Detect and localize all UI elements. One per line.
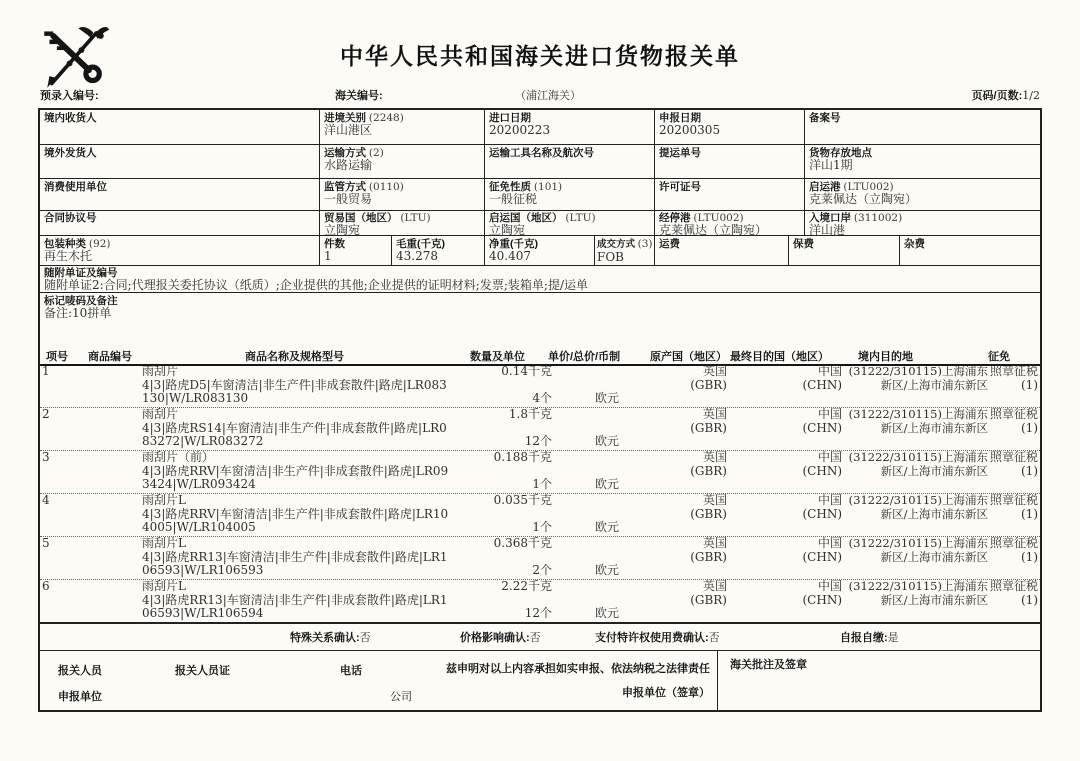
col-header-item-no: 项号 [46, 351, 68, 363]
field-consumer-unit [40, 179, 320, 211]
item-dest: 中国 [817, 364, 842, 378]
field-declare-date-label: 申报日期 [659, 112, 701, 124]
item-origin-code: (GBR) [690, 506, 727, 521]
item-qty2: 4个 [532, 390, 552, 405]
item-no: 4 [42, 493, 50, 507]
field-declare-date [655, 110, 805, 145]
field-tax-nature-value: 一般征税 [489, 192, 538, 206]
field-package-count-label: 件数 [324, 238, 345, 250]
self-declare-confirmation: 自报自缴:是 [840, 631, 899, 644]
field-departure-port-value: 克莱佩达（立陶宛） [809, 192, 918, 206]
item-qty2: 12个 [524, 605, 552, 620]
item-dest: 中国 [817, 493, 842, 507]
item-name: 雨刮片（前） [142, 450, 215, 464]
field-departure-country-code: (LTU) [565, 212, 596, 224]
field-record-no [805, 110, 1040, 145]
field-storage-place-label: 货物存放地点 [809, 147, 872, 159]
col-header-price-currency: 单价/总价/币制 [548, 351, 621, 363]
field-overseas-shipper-label: 境外发货人 [44, 147, 97, 159]
item-dest: 中国 [817, 536, 842, 550]
field-documents-label: 随附单证及编号 [44, 267, 118, 279]
item-tax: 照章征税 [989, 450, 1038, 464]
field-storage-place [805, 145, 1040, 179]
field-supervision-mode [320, 179, 485, 211]
field-entry-point-code: (311002) [853, 212, 903, 224]
field-record-no-label: 备案号 [809, 112, 841, 124]
col-header-qty-unit: 数量及单位 [470, 351, 525, 363]
item-dest-code: (CHN) [802, 377, 842, 392]
field-import-date [485, 110, 655, 145]
field-contract-no-label: 合同协议号 [44, 212, 97, 224]
item-tax-code: (1) [1021, 463, 1038, 478]
col-header-commodity-code: 商品编号 [88, 351, 132, 363]
item-dest: 中国 [817, 407, 842, 421]
field-net-weight-label: 净重(千克) [489, 238, 538, 250]
item-origin: 英国 [702, 407, 727, 421]
item-domestic-dest: (31222/310115)上海浦东新区/上海市浦东新区 [848, 536, 988, 564]
field-transport-mode-label: 运输方式 [324, 147, 366, 159]
field-contract-no [40, 211, 320, 236]
field-transit-port [655, 211, 805, 236]
field-bill-no-label: 提运单号 [659, 147, 701, 159]
field-entry-point-value: 洋山港 [809, 223, 846, 236]
item-domestic-dest: (31222/310115)上海浦东新区/上海市浦东新区 [848, 407, 988, 435]
item-qty: 0.368千克 [493, 536, 552, 550]
item-currency: 欧元 [594, 562, 619, 577]
customs-no-label: 海关编号: [335, 90, 383, 102]
item-name: 雨刮片 [142, 407, 179, 421]
customs-office: （浦江海关） [515, 89, 581, 102]
field-transport-name [485, 145, 655, 179]
special-relation-confirmation: 特殊关系确认:否 [290, 631, 371, 644]
item-name: 雨刮片L [142, 579, 186, 593]
field-package-count-value: 1 [324, 249, 332, 263]
field-supervision-mode-label: 监管方式 [324, 181, 366, 193]
field-trade-country-label: 贸易国（地区） [324, 212, 398, 224]
item-qty: 2.22千克 [501, 579, 552, 593]
item-currency: 欧元 [594, 476, 619, 491]
field-transit-port-code: (LTU002) [693, 212, 744, 224]
field-consumer-unit-label: 消费使用单位 [44, 181, 107, 193]
field-entry-customs-label: 进境关别 [324, 112, 366, 124]
company-value: 公司 [390, 690, 412, 703]
item-no: 3 [42, 450, 50, 464]
field-supervision-mode-value: 一般贸易 [324, 192, 373, 206]
field-transport-mode-value: 水路运输 [324, 158, 373, 172]
field-freight [655, 236, 789, 266]
field-consignee-label: 境内收货人 [44, 112, 97, 124]
field-net-weight-value: 40.407 [489, 249, 531, 263]
page-number-value: 1/2 [1022, 89, 1040, 102]
field-departure-port [805, 179, 1040, 211]
item-no: 6 [42, 579, 50, 593]
item-qty2: 1个 [532, 519, 552, 534]
item-origin: 英国 [702, 450, 727, 464]
field-supervision-mode-code: (0110) [368, 181, 404, 193]
declaration-form-grid [38, 108, 1042, 712]
field-import-date-label: 进口日期 [489, 112, 531, 124]
goods-row-2 [40, 407, 1040, 451]
item-domestic-dest: (31222/310115)上海浦东新区/上海市浦东新区 [848, 493, 988, 521]
field-trade-country-code: (LTU) [400, 212, 431, 224]
field-tax-nature-code: (101) [533, 181, 563, 193]
field-trade-country-value: 立陶宛 [324, 223, 361, 236]
price-impact-confirmation: 价格影响确认:否 [460, 631, 541, 644]
item-tax: 照章征税 [989, 407, 1038, 421]
field-departure-country-label: 启运国（地区） [489, 212, 563, 224]
item-dest-code: (CHN) [802, 463, 842, 478]
item-dest-code: (CHN) [802, 592, 842, 607]
subheader-row [0, 87, 1080, 103]
item-tax: 照章征税 [989, 579, 1038, 593]
field-consignee [40, 110, 320, 145]
field-tax-nature [485, 179, 655, 211]
field-marks-notes-value: 备注:10拼单 [44, 306, 112, 320]
pre-entry-no-label: 预录入编号: [40, 90, 99, 102]
declaration-footer-left [40, 650, 718, 710]
field-trade-terms [595, 236, 655, 266]
item-spec: 4|3|路虎RRV|车窗清洁|非生产件|非成套散件|路虎|LR104005|W/LR104005 [142, 506, 449, 534]
item-dest-code: (CHN) [802, 549, 842, 564]
item-origin: 英国 [702, 493, 727, 507]
phone-label: 电话 [340, 665, 362, 677]
field-entry-customs [320, 110, 485, 145]
item-origin: 英国 [702, 579, 727, 593]
field-bill-no [655, 145, 805, 179]
item-currency: 欧元 [594, 390, 619, 405]
field-freight-label: 运费 [659, 238, 680, 250]
field-trade-country [320, 211, 485, 236]
field-package-type-label: 包装种类 [44, 238, 86, 250]
declare-unit-sign-label: 申报单位（签章） [622, 687, 710, 699]
royalty-payment-confirmation: 支付特许权使用费确认:否 [595, 631, 720, 644]
field-entry-customs-value: 洋山港区 [324, 123, 373, 137]
item-tax: 照章征税 [989, 493, 1038, 507]
field-trade-terms-code: (3) [637, 238, 653, 250]
field-misc-fees-label: 杂费 [904, 238, 925, 250]
item-dest: 中国 [817, 450, 842, 464]
item-tax-code: (1) [1021, 592, 1038, 607]
field-package-type-value: 再生木托 [44, 249, 93, 263]
field-trade-terms-label: 成交方式 [597, 239, 636, 250]
item-tax-code: (1) [1021, 549, 1038, 564]
item-origin-code: (GBR) [690, 420, 727, 435]
item-spec: 4|3|路虎RS14|车窗清洁|非生产件|非成套散件|路虎|LR083272|W/LR083272 [142, 420, 447, 448]
field-entry-customs-code: (2248) [368, 112, 404, 124]
page-number [972, 87, 1040, 103]
field-departure-country-value: 立陶宛 [489, 223, 526, 236]
item-dest: 中国 [817, 579, 842, 593]
page-title: 中华人民共和国海关进口货物报关单 [340, 43, 740, 69]
item-spec: 4|3|路虎D5|车窗清洁|非生产件|非成套散件|路虎|LR083130|W/LR083130 [142, 377, 447, 405]
item-name: 雨刮片L [142, 493, 186, 507]
field-transport-mode-code: (2) [368, 147, 384, 159]
goods-row-4 [40, 493, 1040, 537]
goods-table-header [40, 345, 1040, 366]
item-currency: 欧元 [594, 433, 619, 448]
field-license-no [655, 179, 805, 211]
field-package-count [320, 236, 392, 266]
item-tax-code: (1) [1021, 506, 1038, 521]
item-origin-code: (GBR) [690, 592, 727, 607]
field-declare-date-value: 20200305 [659, 123, 721, 137]
field-documents-value: 随附单证2:合同;代理报关委托协议（纸质）;企业提供的其他;企业提供的证明材料;发票;装箱单;提/运单 [44, 278, 588, 292]
field-entry-point-label: 入境口岸 [809, 212, 851, 224]
item-no: 1 [42, 364, 50, 378]
field-package-type [40, 236, 320, 266]
item-no: 2 [42, 407, 50, 421]
field-gross-weight-label: 毛重(千克) [396, 238, 445, 250]
item-domestic-dest: (31222/310115)上海浦东新区/上海市浦东新区 [848, 450, 988, 478]
item-qty2: 12个 [524, 433, 552, 448]
field-transit-port-label: 经停港 [659, 212, 691, 224]
field-documents [40, 266, 1040, 293]
declarant-label: 报关人员 [58, 665, 102, 677]
item-spec: 4|3|路虎RR13|车窗清洁|非生产件|非成套散件|路虎|LR106593|W/LR106593 [142, 549, 448, 577]
field-departure-port-label: 启运港 [809, 181, 841, 193]
col-header-name-spec: 商品名称及规格型号 [245, 351, 344, 363]
item-spec: 4|3|路虎RRV|车窗清洁|非生产件|非成套散件|路虎|LR093424|W/LR093424 [142, 463, 449, 491]
item-name: 雨刮片 [142, 364, 179, 378]
item-dest-code: (CHN) [802, 506, 842, 521]
field-import-date-value: 20200223 [489, 123, 551, 137]
item-tax: 照章征税 [989, 536, 1038, 550]
field-insurance [789, 236, 900, 266]
item-qty: 0.14千克 [501, 364, 552, 378]
item-origin-code: (GBR) [690, 377, 727, 392]
item-tax-code: (1) [1021, 377, 1038, 392]
item-qty: 1.8千克 [508, 407, 552, 421]
item-currency: 欧元 [594, 519, 619, 534]
item-qty2: 1个 [532, 476, 552, 491]
item-name: 雨刮片L [142, 536, 186, 550]
item-origin: 英国 [702, 536, 727, 550]
field-overseas-shipper [40, 145, 320, 179]
confirmations-row [40, 622, 1040, 651]
declaration-statement: 兹申明对以上内容承担如实申报、依法纳税之法律责任 [446, 663, 710, 675]
item-qty2: 2个 [532, 562, 552, 577]
field-trade-terms-value: FOB [597, 250, 624, 264]
item-qty: 0.188千克 [493, 450, 552, 464]
declare-unit-label: 申报单位 [58, 691, 102, 703]
item-spec: 4|3|路虎RR13|车窗清洁|非生产件|非成套散件|路虎|LR106593|W/LR106594 [142, 592, 448, 620]
item-origin-code: (GBR) [690, 549, 727, 564]
field-transport-mode [320, 145, 485, 179]
item-no: 5 [42, 536, 50, 550]
field-transport-name-label: 运输工具名称及航次号 [489, 147, 594, 159]
item-currency: 欧元 [594, 605, 619, 620]
col-header-tax-exemption: 征免 [988, 351, 1010, 363]
item-domestic-dest: (31222/310115)上海浦东新区/上海市浦东新区 [848, 364, 988, 392]
field-marks-notes-label: 标记唛码及备注 [44, 295, 118, 307]
field-net-weight [485, 236, 595, 266]
customs-note-label: 海关批注及签章 [730, 659, 807, 671]
page-number-label: 页码/页数: [971, 90, 1023, 102]
field-departure-country [485, 211, 655, 236]
goods-row-1 [40, 364, 1040, 408]
col-header-dest-country: 最终目的国（地区） [730, 351, 829, 363]
item-dest-code: (CHN) [802, 420, 842, 435]
customs-notes-cell [718, 650, 1040, 710]
field-insurance-label: 保费 [793, 238, 814, 250]
field-gross-weight [392, 236, 485, 266]
declarant-cert-label: 报关人员证 [175, 665, 230, 677]
item-tax-code: (1) [1021, 420, 1038, 435]
item-origin-code: (GBR) [690, 463, 727, 478]
goods-row-3 [40, 450, 1040, 494]
field-license-no-label: 许可证号 [659, 181, 701, 193]
goods-row-6 [40, 579, 1040, 624]
field-gross-weight-value: 43.278 [396, 249, 438, 263]
item-qty: 0.035千克 [493, 493, 552, 507]
goods-row-5 [40, 536, 1040, 580]
col-header-origin-country: 原产国（地区） [650, 351, 727, 363]
field-misc-fees [900, 236, 1040, 266]
field-tax-nature-label: 征免性质 [489, 181, 531, 193]
field-storage-place-value: 洋山1期 [809, 158, 853, 172]
item-origin: 英国 [702, 364, 727, 378]
field-departure-port-code: (LTU002) [843, 181, 894, 193]
field-package-type-code: (92) [88, 238, 111, 250]
field-transit-port-value: 克莱佩达（立陶宛） [659, 223, 768, 236]
field-marks-notes [40, 293, 1040, 345]
item-domestic-dest: (31222/310115)上海浦东新区/上海市浦东新区 [848, 579, 988, 607]
field-entry-point [805, 211, 1040, 236]
col-header-domestic-dest: 境内目的地 [858, 351, 913, 363]
item-tax: 照章征税 [989, 364, 1038, 378]
